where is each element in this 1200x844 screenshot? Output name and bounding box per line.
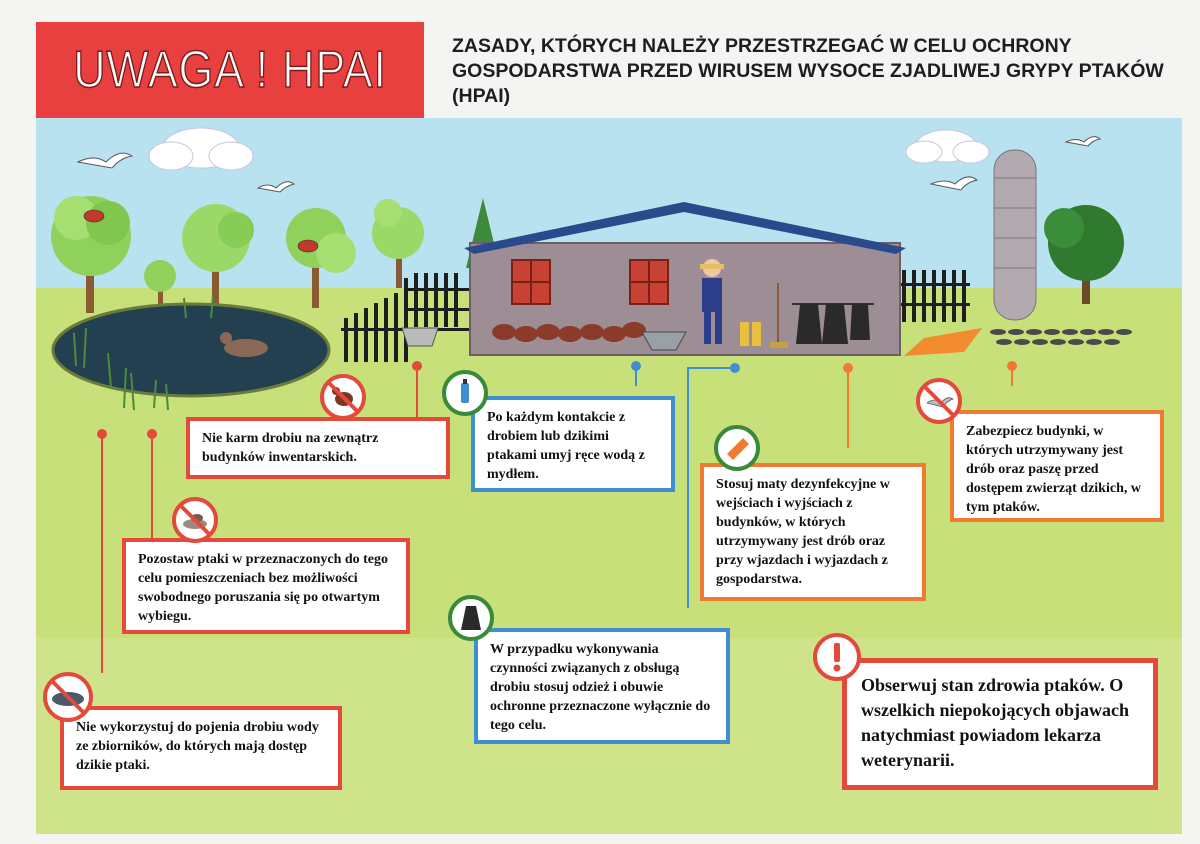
connector-dot [412, 361, 422, 371]
rule-wash-hands [471, 396, 675, 492]
rule-observe-health [842, 658, 1158, 790]
pond [53, 304, 329, 396]
rule-text: Obserwuj stan zdrowia ptaków. O wszelkich niepokojących objawach natychmiast powiadom lekarza weterynarii. [861, 675, 1130, 770]
connector-dot [97, 429, 107, 439]
connector-dot [843, 363, 853, 373]
rule-text: W przypadku wykonywania czynności związanych z obsługą drobiu stosuj odzież i obuwie ochronne przeznaczone wyłącznie do tego celu. [490, 642, 711, 733]
rule-dedicated-clothing [474, 628, 730, 744]
connector-dot [631, 361, 641, 371]
rule-do-not-feed-outside [186, 417, 450, 479]
disinfection-mat-icon [713, 424, 761, 472]
silo [994, 150, 1036, 320]
rule-text: Stosuj maty dezynfekcyjne w wejściach i wyjściach z budynków, w których utrzymywany jest drób oraz przy wjazdach i wyjazdach z gospodarstwa. [716, 477, 890, 587]
apron-icon [447, 594, 495, 642]
soap-bottle-icon [441, 369, 489, 417]
rule-text: Nie wykorzystuj do pojenia drobiu wody ze zbiorników, do których mają dostęp dzikie ptaki. [76, 720, 319, 773]
title-badge: UWAGA ! HPAI [73, 41, 387, 99]
no-pond-water-icon [42, 671, 94, 723]
rule-text: Po każdym kontakcie z drobiem lub dzikimi ptakami umyj ręce wodą z mydłem. [487, 410, 645, 482]
rule-keep-birds-inside [122, 538, 410, 634]
rule-text: Nie karm drobiu na zewnątrz budynków inwentarskich. [202, 431, 379, 465]
clothing-rack [792, 304, 874, 344]
no-free-range-icon [171, 496, 219, 544]
exclamation-icon [812, 632, 862, 682]
rule-secure-buildings [950, 410, 1164, 522]
no-chicken-icon [319, 373, 367, 421]
connector-dot [1007, 361, 1017, 371]
feeding-basket [402, 328, 438, 346]
page-subtitle: ZASADY, KTÓRYCH NALEŻY PRZESTRZEGAĆ W CELU OCHRONY GOSPODARSTWA PRZED WIRUSEM WYSOCE ZJADLIWEJ GRYPY PTAKÓW (HPAI) [452, 35, 1164, 107]
no-wild-birds-icon [915, 377, 963, 425]
rule-disinfection-mats [700, 463, 926, 601]
connector-dot [730, 363, 740, 373]
connector-dot [147, 429, 157, 439]
rule-text: Zabezpiecz budynki, w których utrzymywany jest drób oraz paszę przed dostępem zwierząt dzikich, w tym ptaków. [966, 424, 1141, 515]
rule-no-wild-water [60, 706, 342, 790]
rule-text: Pozostaw ptaki w przeznaczonych do tego celu pomieszczeniach bez możliwości swobodnego poruszania się po otwartym wybiegu. [138, 552, 389, 624]
